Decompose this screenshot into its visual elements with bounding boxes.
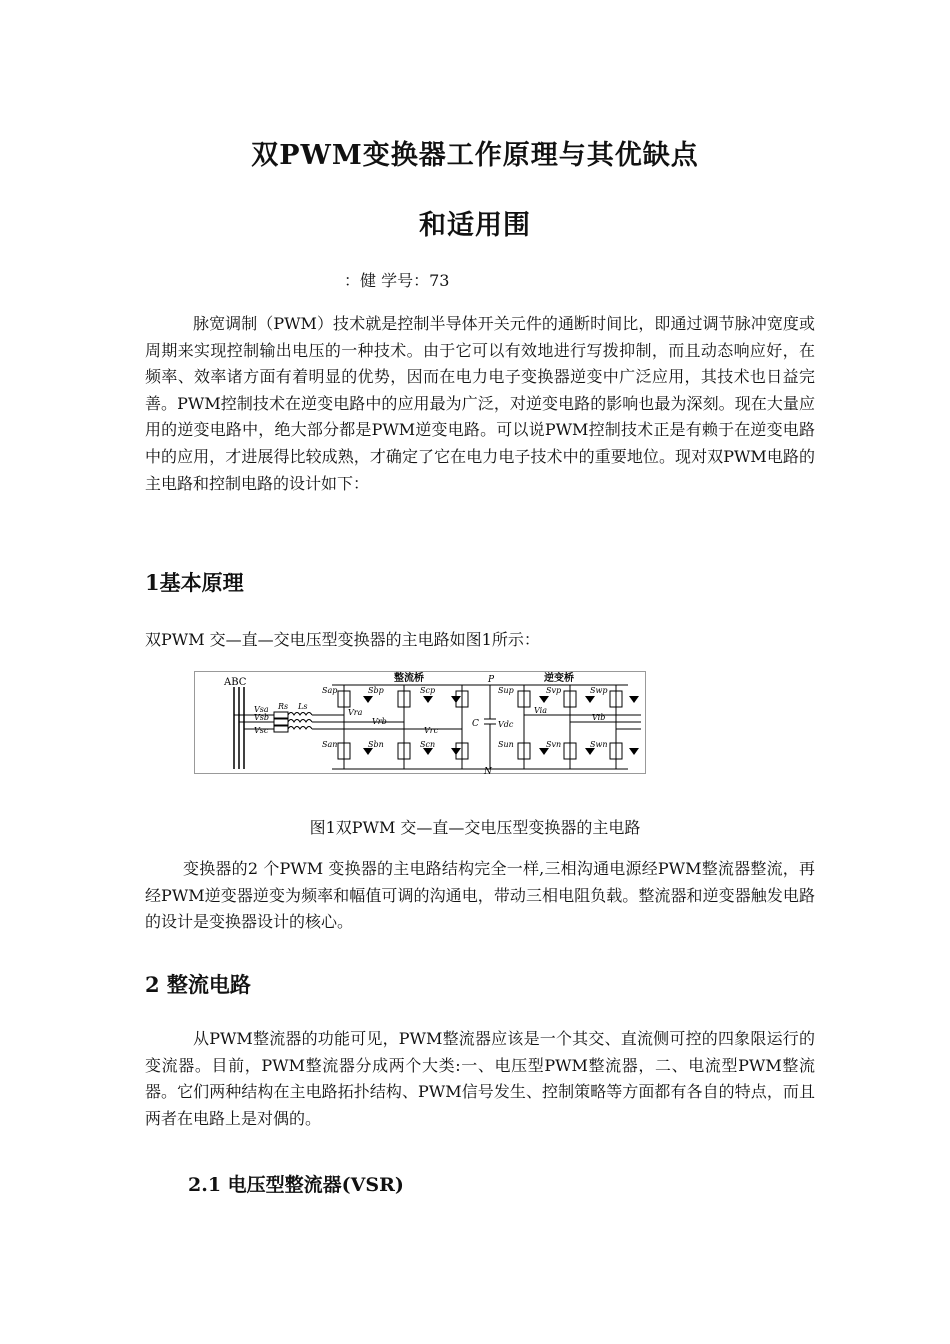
- section2-heading: 2 整流电路: [145, 972, 251, 997]
- rs-label: Rs: [278, 702, 289, 711]
- ls-label: Ls: [298, 702, 308, 711]
- switch-sap: Sap: [322, 686, 338, 695]
- vsb-label: Vsb: [254, 713, 270, 722]
- switch-sup: Sup: [498, 686, 514, 695]
- switch-scn: Scn: [420, 740, 436, 749]
- inverter-label: 逆变桥: [544, 673, 574, 684]
- section2-paragraph: 从PWM整流器的功能可见，PWM整流器应该是一个其交、直流侧可控的四象限运行的变流器。目前，PWM整流器分成两个大类:一、电压型PWM整流器，二、电流型PWM整流器。它们两种结构在主电路拓扑结构、PWM信号发生、控制策略等方面都有各自的特点，而且两者在电路上是对偶的。: [145, 1029, 815, 1128]
- vrc-label: Vrc: [424, 726, 439, 735]
- section1-intro: 双PWM 交—直—交电压型变换器的主电路如图1所示：: [145, 630, 540, 649]
- section1-heading: 1基本原理: [145, 570, 244, 595]
- section1-paragraph: 变换器的2 个PWM 变换器的主电路结构完全一样,三相沟通电源经PWM整流器整流，再经PWM逆变器逆变为频率和幅值可调的沟通电，带动三相电阻负载。整流器和逆变器触发电路的设计是变换器设计的核心。: [145, 859, 815, 932]
- switch-swp: Swp: [590, 686, 608, 695]
- vib-label: Vib: [592, 713, 606, 722]
- switch-sbn: Sbn: [368, 740, 384, 749]
- switch-svn: Svn: [546, 740, 562, 749]
- vrb-label: Vrb: [372, 717, 387, 726]
- node-n-label: N: [484, 767, 492, 774]
- switch-san: San: [322, 740, 338, 749]
- rectifier-label: 整流桥: [394, 673, 424, 684]
- capacitor-label: C: [472, 719, 479, 729]
- circuit-figure: [194, 671, 646, 774]
- document-title-line2: 和适用围: [419, 210, 531, 241]
- intro-paragraph: 脉宽调制（PWM）技术就是控制半导体开关元件的通断时间比，即通过调节脉冲宽度或周期来实现控制输出电压的一种技术。由于它可以有效地进行写拨抑制，而且动态响应好，在频率、效率诸方面有着明显的优势，因而在电力电子变换器逆变中广泛应用，其技术也日益完善。PWM控制技术在逆变电路中的应用最为广泛，对逆变电路的影响也最为深刻。现在大量应用的逆变电路中，绝大部分都是PWM逆变电路。可以说PWM控制技术正是有赖于在逆变电路中的应用，才进展得比较成熟，才确定了它在电力电子技术中的重要地位。现对双PWM电路的主电路和控制电路的设计如下：: [145, 314, 815, 493]
- via-label: Via: [534, 706, 547, 715]
- document-title-line1: 双PWM变换器工作原理与其优缺点: [251, 140, 699, 171]
- switch-svp: Svp: [546, 686, 562, 695]
- switch-sbp: Sbp: [368, 686, 384, 695]
- subsection-heading: 2.1 电压型整流器(VSR): [188, 1174, 404, 1196]
- source-label: ABC: [224, 677, 247, 688]
- vra-label: Vra: [348, 708, 363, 717]
- figure-caption: 图1双PWM 交—直—交电压型变换器的主电路: [309, 818, 641, 837]
- vdc-label: Vdc: [498, 720, 514, 729]
- switch-scp: Scp: [420, 686, 436, 695]
- vsc-label: Vsc: [254, 726, 269, 735]
- author-line: ：健 学号：73: [344, 271, 450, 290]
- node-p-label: P: [488, 675, 495, 685]
- switch-sun: Sun: [498, 740, 514, 749]
- vsa-label: Vsa: [254, 705, 269, 714]
- switch-swn: Swn: [590, 740, 608, 749]
